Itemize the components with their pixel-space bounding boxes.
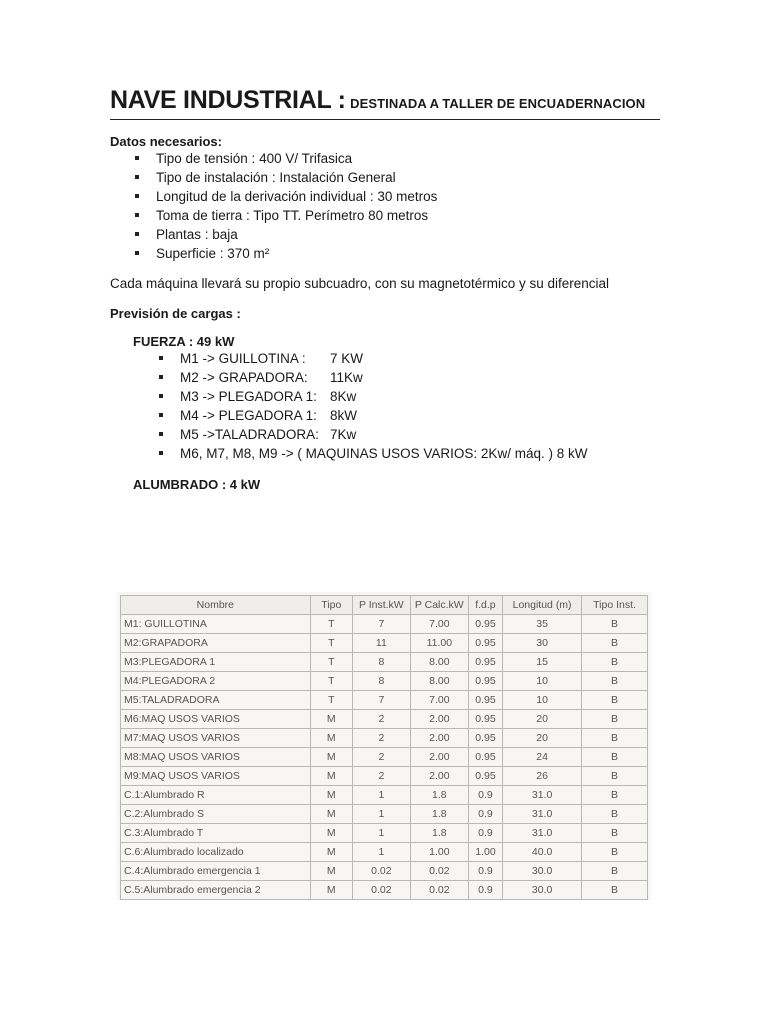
- table-cell: 8: [352, 672, 410, 691]
- table-cell: 10: [503, 691, 582, 710]
- table-row: [121, 710, 648, 729]
- table-cell: T: [310, 634, 352, 653]
- table-cell: M3:PLEGADORA 1: [121, 653, 311, 672]
- table-cell: M: [310, 881, 352, 900]
- table-cell: C.3:Alumbrado T: [121, 824, 311, 843]
- table-cell: 1: [352, 824, 410, 843]
- table-cell: M2:GRAPADORA: [121, 634, 311, 653]
- table-cell: B: [582, 710, 648, 729]
- table-cell: 0.9: [468, 824, 502, 843]
- table-cell: 35: [503, 615, 582, 634]
- table-cell: M8:MAQ USOS VARIOS: [121, 748, 311, 767]
- table-cell: M: [310, 805, 352, 824]
- table-cell: 31.0: [503, 786, 582, 805]
- table-cell: B: [582, 729, 648, 748]
- table-cell: 8.00: [410, 653, 468, 672]
- list-item: Plantas : baja: [110, 225, 660, 244]
- table-cell: T: [310, 691, 352, 710]
- table-cell: 20: [503, 729, 582, 748]
- table-cell: 24: [503, 748, 582, 767]
- table-row: [121, 862, 648, 881]
- table-cell: B: [582, 615, 648, 634]
- table-cell: B: [582, 881, 648, 900]
- table-cell: B: [582, 824, 648, 843]
- table-cell: 31.0: [503, 805, 582, 824]
- machine-name: M5 ->TALADRADORA:: [180, 426, 319, 442]
- table-cell: 8.00: [410, 672, 468, 691]
- table-cell: 1: [352, 805, 410, 824]
- table-cell: 0.9: [468, 786, 502, 805]
- table-cell: M7:MAQ USOS VARIOS: [121, 729, 311, 748]
- table-row: [121, 634, 648, 653]
- table-cell: 0.95: [468, 729, 502, 748]
- table-cell: M: [310, 824, 352, 843]
- prevision-heading: Previsión de cargas :: [110, 305, 241, 321]
- table-cell: B: [582, 634, 648, 653]
- document-page: [110, 86, 660, 492]
- table-row: [121, 615, 648, 634]
- table-cell: 7: [352, 691, 410, 710]
- table-cell: 2: [352, 729, 410, 748]
- list-item: [110, 368, 660, 387]
- table-cell: B: [582, 767, 648, 786]
- table-cell: 26: [503, 767, 582, 786]
- table-cell: 1: [352, 843, 410, 862]
- table-row: [121, 653, 648, 672]
- machine-power: 8Kw: [330, 388, 357, 404]
- table-cell: C.5:Alumbrado emergencia 2: [121, 881, 311, 900]
- table-cell: 11.00: [410, 634, 468, 653]
- machine-power: 11Kw: [330, 369, 363, 385]
- table-cell: 0.9: [468, 881, 502, 900]
- list-item: M6, M7, M8, M9 -> ( MAQUINAS USOS VARIOS: 2Kw/ máq. ) 8 kW: [110, 444, 660, 463]
- list-item: [110, 406, 660, 425]
- table-cell: B: [582, 672, 648, 691]
- list-item: Tipo de instalación : Instalación General: [110, 168, 660, 187]
- table-cell: 0.95: [468, 691, 502, 710]
- machine-name: M2 -> GRAPADORA:: [180, 369, 308, 385]
- machine-power: 8kW: [330, 407, 357, 423]
- datos-heading: Datos necesarios:: [110, 134, 222, 149]
- table-cell: B: [582, 862, 648, 881]
- col-header: f.d.p: [468, 596, 502, 615]
- table-cell: T: [310, 615, 352, 634]
- table-cell: M: [310, 862, 352, 881]
- machine-list: [110, 349, 660, 463]
- machine-power: 7 KW: [330, 350, 364, 366]
- table-cell: 0.95: [468, 653, 502, 672]
- table-row: [121, 786, 648, 805]
- table-cell: 1.8: [410, 824, 468, 843]
- table-cell: 7.00: [410, 615, 468, 634]
- table-cell: 2.00: [410, 767, 468, 786]
- page-subtitle: DESTINADA A TALLER DE ENCUADERNACION: [350, 96, 646, 111]
- table-cell: T: [310, 653, 352, 672]
- table-cell: T: [310, 672, 352, 691]
- table-cell: B: [582, 805, 648, 824]
- table-header-row: [121, 596, 648, 615]
- table-cell: 1.8: [410, 786, 468, 805]
- table-row: [121, 824, 648, 843]
- table-cell: 30.0: [503, 881, 582, 900]
- subcuadro-paragraph: Cada máquina llevará su propio subcuadro, con su magnetotérmico y su diferencial: [110, 276, 610, 291]
- table-cell: M: [310, 748, 352, 767]
- table-cell: C.4:Alumbrado emergencia 1: [121, 862, 311, 881]
- table-row: [121, 729, 648, 748]
- table-cell: M5:TALADRADORA: [121, 691, 311, 710]
- loads-table: [120, 595, 648, 900]
- table-cell: M: [310, 710, 352, 729]
- col-header: Tipo Inst.: [582, 596, 648, 615]
- fuerza-heading: FUERZA : 49 kW: [133, 333, 235, 349]
- datos-list: [110, 149, 660, 263]
- col-header: Longitud (m): [503, 596, 582, 615]
- col-header: P Calc.kW: [410, 596, 468, 615]
- table-cell: 20: [503, 710, 582, 729]
- table-cell: 2.00: [410, 729, 468, 748]
- machine-name: M3 -> PLEGADORA 1:: [180, 388, 317, 404]
- machine-name: M1 -> GUILLOTINA :: [180, 350, 306, 366]
- table-cell: 15: [503, 653, 582, 672]
- table-cell: 0.9: [468, 862, 502, 881]
- table-cell: 1.00: [468, 843, 502, 862]
- page-title: NAVE INDUSTRIAL :: [110, 86, 346, 114]
- table-cell: 7: [352, 615, 410, 634]
- table-cell: C.6:Alumbrado localizado: [121, 843, 311, 862]
- table-row: [121, 881, 648, 900]
- col-header: Nombre: [121, 596, 311, 615]
- table-cell: 11: [352, 634, 410, 653]
- table-cell: 31.0: [503, 824, 582, 843]
- list-item: [110, 425, 660, 444]
- table-row: [121, 748, 648, 767]
- table-cell: M: [310, 767, 352, 786]
- table-cell: 0.95: [468, 615, 502, 634]
- table-cell: M: [310, 843, 352, 862]
- table-cell: 30: [503, 634, 582, 653]
- table-cell: M4:PLEGADORA 2: [121, 672, 311, 691]
- table-cell: 2: [352, 767, 410, 786]
- list-item: [110, 387, 660, 406]
- table-cell: 40.0: [503, 843, 582, 862]
- table-cell: B: [582, 786, 648, 805]
- list-item: Tipo de tensión : 400 V/ Trifasica: [110, 149, 660, 168]
- table-cell: 0.95: [468, 748, 502, 767]
- table-row: [121, 843, 648, 862]
- title-row: [110, 86, 660, 120]
- table-cell: 0.02: [352, 862, 410, 881]
- table-body: [121, 615, 648, 900]
- table-row: [121, 691, 648, 710]
- machine-power: 7Kw: [330, 426, 357, 442]
- table-cell: 0.95: [468, 767, 502, 786]
- table-cell: 1.00: [410, 843, 468, 862]
- table-cell: M1: GUILLOTINA: [121, 615, 311, 634]
- table-cell: 0.95: [468, 710, 502, 729]
- table-cell: M9:MAQ USOS VARIOS: [121, 767, 311, 786]
- table-cell: 7.00: [410, 691, 468, 710]
- table-cell: C.1:Alumbrado R: [121, 786, 311, 805]
- list-item: Longitud de la derivación individual : 30 metros: [110, 187, 660, 206]
- table-cell: 2.00: [410, 710, 468, 729]
- table-cell: B: [582, 748, 648, 767]
- table-cell: 0.02: [352, 881, 410, 900]
- table-cell: 0.02: [410, 881, 468, 900]
- loads-table-scan: [117, 592, 651, 900]
- table-cell: M: [310, 729, 352, 748]
- list-item: Superficie : 370 m²: [110, 244, 660, 263]
- table-cell: M6:MAQ USOS VARIOS: [121, 710, 311, 729]
- table-cell: 2: [352, 748, 410, 767]
- alumbrado-heading: ALUMBRADO : 4 kW: [133, 476, 261, 492]
- table-cell: 10: [503, 672, 582, 691]
- table-cell: 30.0: [503, 862, 582, 881]
- table-cell: 0.02: [410, 862, 468, 881]
- table-row: [121, 672, 648, 691]
- table-cell: 2: [352, 710, 410, 729]
- table-cell: 8: [352, 653, 410, 672]
- table-cell: M: [310, 786, 352, 805]
- table-cell: 0.95: [468, 634, 502, 653]
- table-cell: 0.95: [468, 672, 502, 691]
- table-cell: 1: [352, 786, 410, 805]
- table-cell: B: [582, 843, 648, 862]
- machine-name: M4 -> PLEGADORA 1:: [180, 407, 317, 423]
- table-cell: 0.9: [468, 805, 502, 824]
- table-cell: B: [582, 653, 648, 672]
- col-header: Tipo: [310, 596, 352, 615]
- table-cell: 2.00: [410, 748, 468, 767]
- col-header: P Inst.kW: [352, 596, 410, 615]
- table-cell: 1.8: [410, 805, 468, 824]
- table-cell: C.2:Alumbrado S: [121, 805, 311, 824]
- table-row: [121, 805, 648, 824]
- list-item: [110, 349, 660, 368]
- table-row: [121, 767, 648, 786]
- list-item: Toma de tierra : Tipo TT. Perímetro 80 metros: [110, 206, 660, 225]
- table-cell: B: [582, 691, 648, 710]
